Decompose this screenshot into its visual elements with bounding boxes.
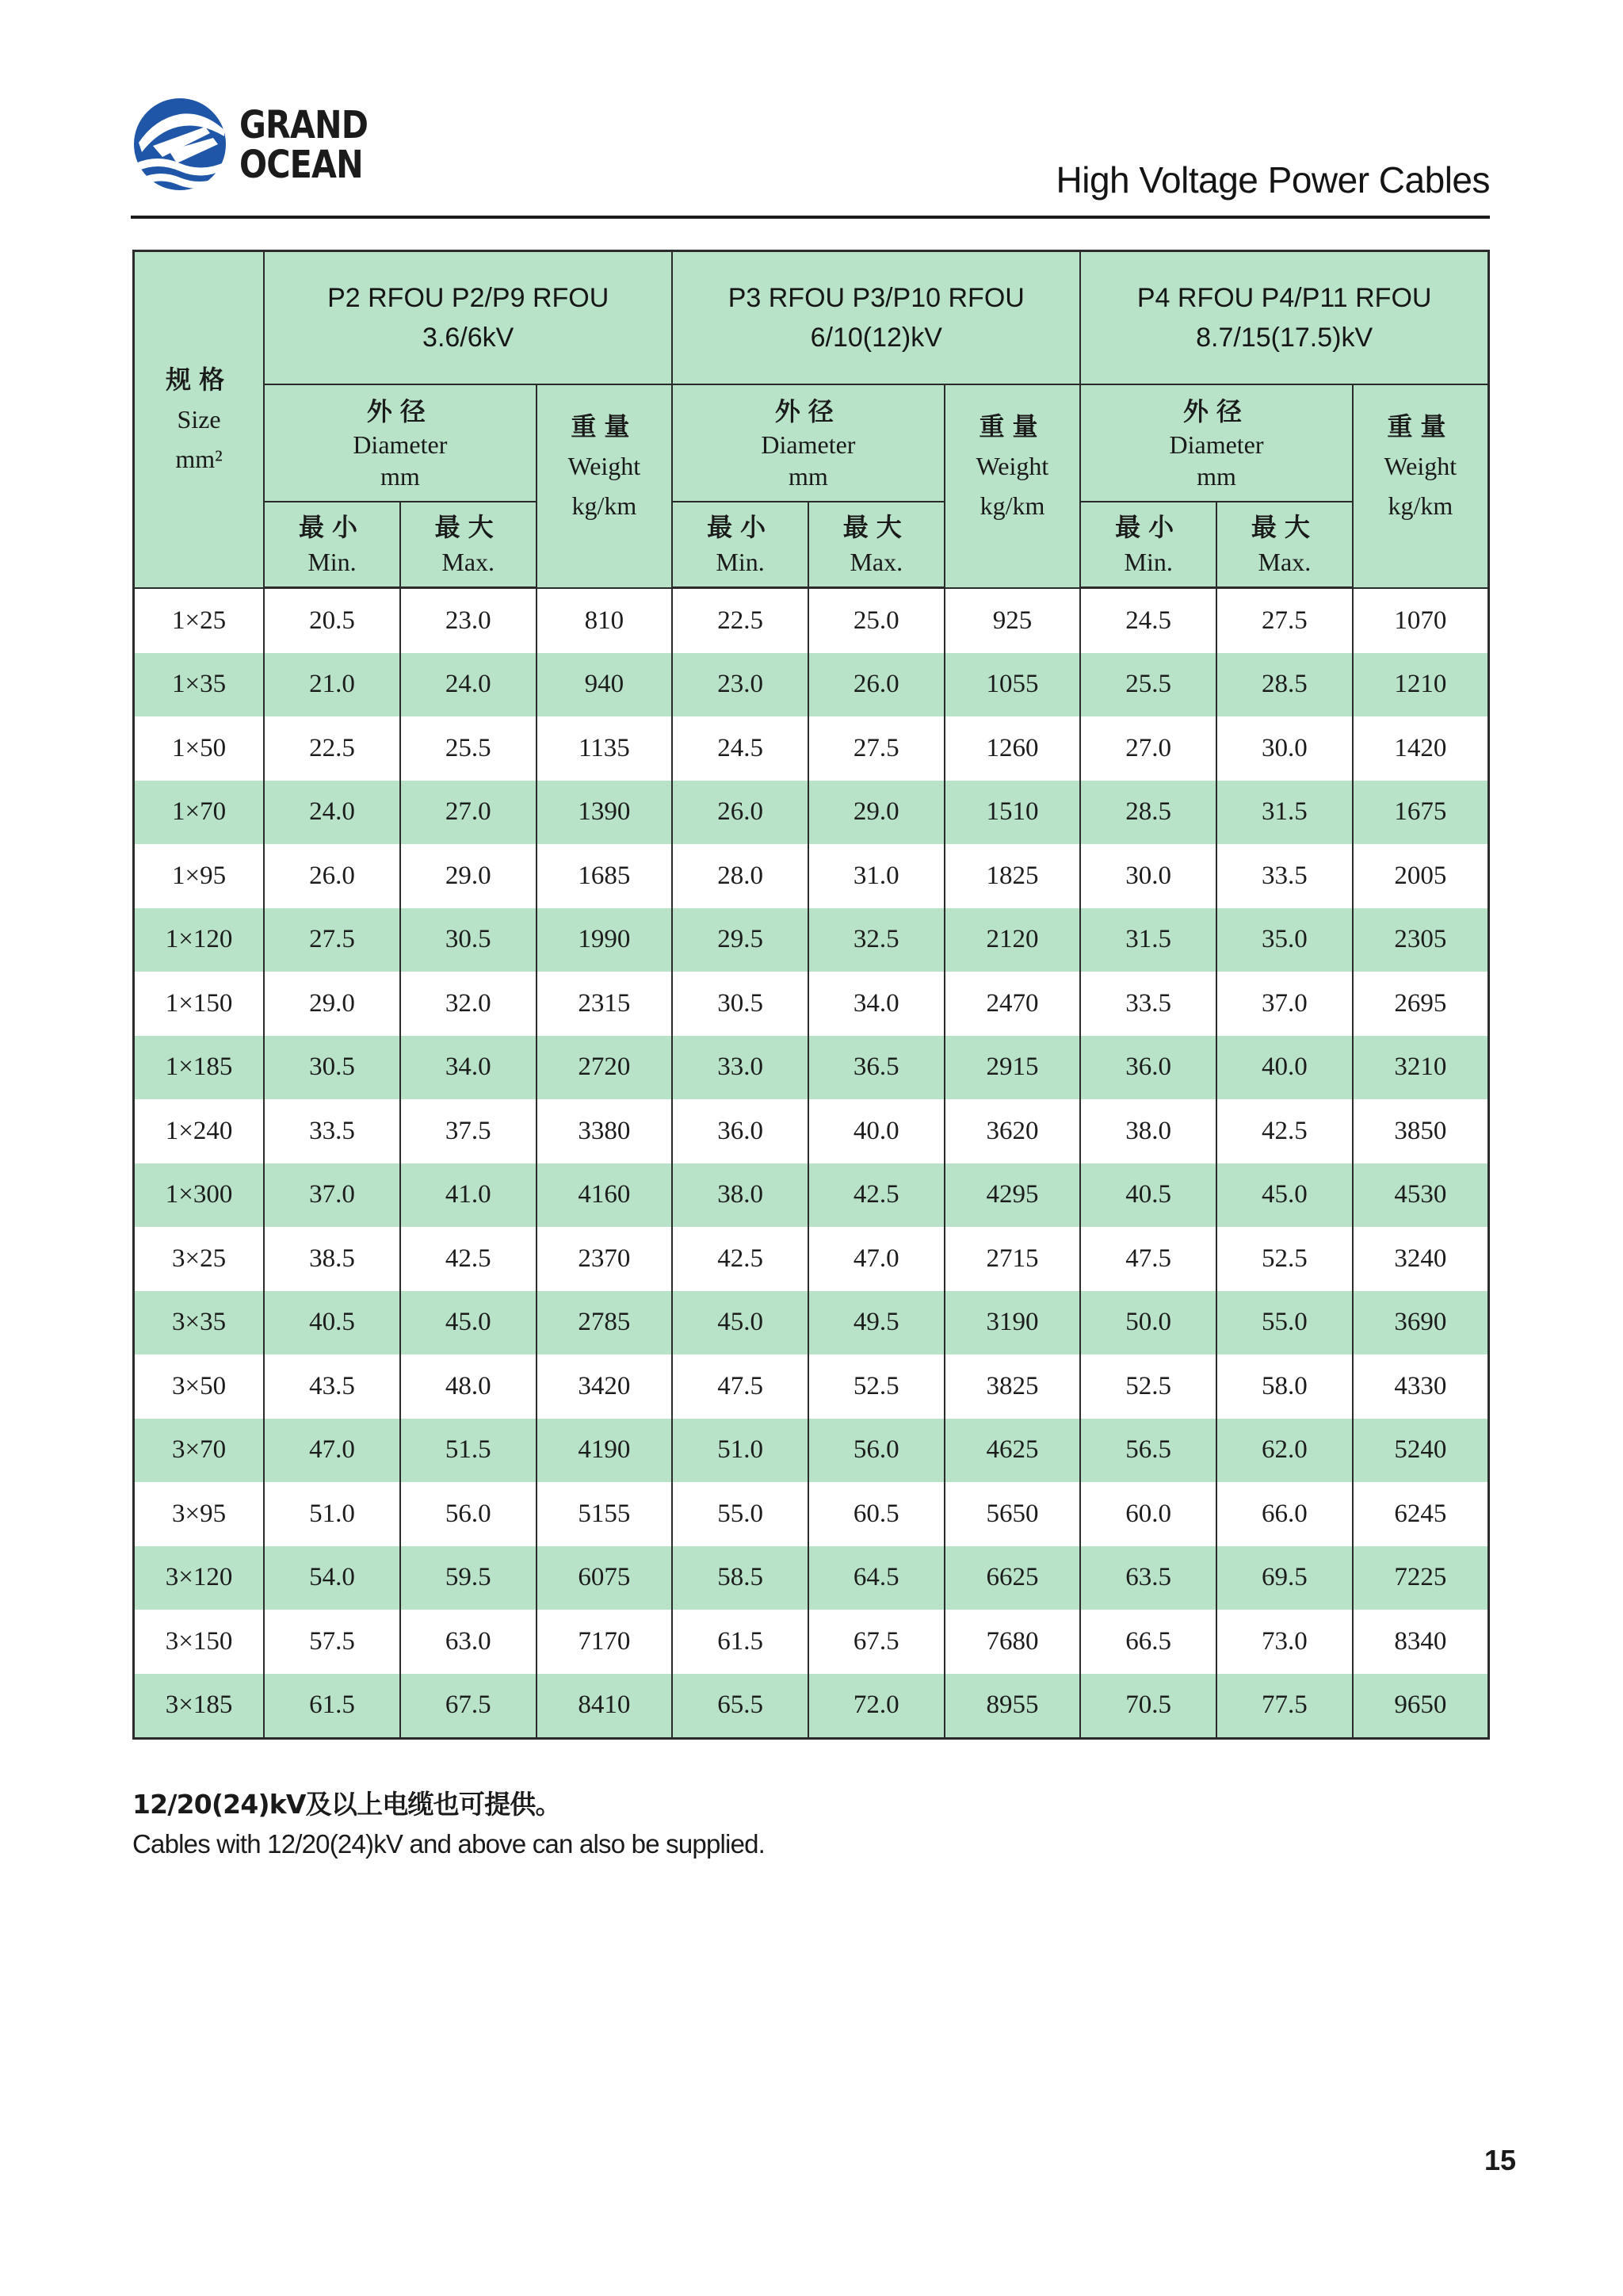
max-diameter-cell: 25.0	[808, 588, 945, 653]
table-row	[134, 1546, 1489, 1610]
weight-cell: 1685	[537, 844, 673, 908]
weight-en: Weight	[567, 452, 641, 481]
min-diameter-cell: 57.5	[264, 1610, 400, 1674]
min-diameter-cell: 51.0	[672, 1419, 808, 1483]
group-p3-types: P3 RFOU P3/P10 RFOU	[727, 283, 1025, 313]
diameter-en: Diameter	[353, 430, 448, 459]
min-diameter-cell: 25.5	[1080, 653, 1216, 717]
min-diameter-cell: 28.5	[1080, 781, 1216, 845]
weight-cell: 4160	[537, 1163, 673, 1228]
min-diameter-cell: 54.0	[264, 1546, 400, 1610]
max-diameter-cell: 34.0	[808, 972, 945, 1036]
max-diameter-cell: 69.5	[1216, 1546, 1353, 1610]
weight-cell: 2695	[1353, 972, 1489, 1036]
weight-cell: 925	[945, 588, 1081, 653]
min-diameter-cell: 33.5	[264, 1099, 400, 1163]
weight-cell: 1260	[945, 716, 1081, 781]
diameter-en: Diameter	[761, 430, 856, 459]
weight-cell: 8410	[537, 1674, 673, 1739]
size-header-unit: mm²	[175, 445, 223, 474]
max-diameter-cell: 36.5	[808, 1036, 945, 1100]
max-diameter-cell: 28.5	[1216, 653, 1353, 717]
size-cell: 1×25	[134, 588, 265, 653]
min-diameter-cell: 24.5	[672, 716, 808, 781]
max-diameter-cell: 51.5	[400, 1419, 537, 1483]
weight-cell: 1390	[537, 781, 673, 845]
min-cn: 最小	[298, 512, 365, 542]
max-diameter-cell: 40.0	[808, 1099, 945, 1163]
min-en: Min.	[1124, 548, 1173, 576]
max-diameter-cell: 56.0	[400, 1482, 537, 1546]
weight-cell: 1070	[1353, 588, 1489, 653]
footnote	[132, 1785, 765, 1864]
min-diameter-cell: 45.0	[672, 1291, 808, 1355]
weight-cell: 6625	[945, 1546, 1081, 1610]
group-p3-voltage: 6/10(12)kV	[810, 323, 942, 353]
min-diameter-cell: 33.0	[672, 1036, 808, 1100]
weight-cell: 2305	[1353, 908, 1489, 972]
weight-cell: 2470	[945, 972, 1081, 1036]
group-header-p4	[1080, 251, 1488, 385]
min-diameter-cell: 40.5	[1080, 1163, 1216, 1228]
min-diameter-cell: 22.5	[264, 716, 400, 781]
min-diameter-cell: 55.0	[672, 1482, 808, 1546]
diameter-unit: mm	[380, 462, 420, 491]
size-cell: 1×150	[134, 972, 265, 1036]
group-p4-voltage: 8.7/15(17.5)kV	[1196, 323, 1373, 353]
max-diameter-cell: 60.5	[808, 1482, 945, 1546]
weight-cell: 5240	[1353, 1419, 1489, 1483]
size-header-cn: 规格	[166, 365, 233, 395]
min-diameter-cell: 43.5	[264, 1354, 400, 1419]
size-cell: 1×185	[134, 1036, 265, 1100]
max-diameter-cell: 59.5	[400, 1546, 537, 1610]
min-diameter-cell: 24.5	[1080, 588, 1216, 653]
weight-cell: 2785	[537, 1291, 673, 1355]
min-diameter-cell: 20.5	[264, 588, 400, 653]
max-diameter-cell: 40.0	[1216, 1036, 1353, 1100]
weight-cell: 5650	[945, 1482, 1081, 1546]
max-diameter-cell: 31.5	[1216, 781, 1353, 845]
title-divider	[131, 216, 1490, 219]
min-diameter-cell: 30.0	[1080, 844, 1216, 908]
min-header	[672, 502, 808, 588]
weight-cell: 4190	[537, 1419, 673, 1483]
min-diameter-cell: 42.5	[672, 1227, 808, 1291]
table-row	[134, 1099, 1489, 1163]
min-diameter-cell: 40.5	[264, 1291, 400, 1355]
max-diameter-cell: 45.0	[400, 1291, 537, 1355]
max-diameter-cell: 26.0	[808, 653, 945, 717]
min-diameter-cell: 36.0	[672, 1099, 808, 1163]
size-cell: 3×150	[134, 1610, 265, 1674]
weight-cell: 1990	[537, 908, 673, 972]
max-en: Max.	[1258, 548, 1312, 576]
max-diameter-cell: 37.5	[400, 1099, 537, 1163]
size-cell: 1×120	[134, 908, 265, 972]
max-diameter-cell: 41.0	[400, 1163, 537, 1228]
max-diameter-cell: 32.5	[808, 908, 945, 972]
cable-spec-table	[132, 250, 1490, 1740]
weight-cell: 3420	[537, 1354, 673, 1419]
max-diameter-cell: 52.5	[808, 1354, 945, 1419]
max-diameter-cell: 66.0	[1216, 1482, 1353, 1546]
weight-cell: 4330	[1353, 1354, 1489, 1419]
min-diameter-cell: 70.5	[1080, 1674, 1216, 1739]
weight-cell: 3190	[945, 1291, 1081, 1355]
min-diameter-cell: 27.5	[264, 908, 400, 972]
table-row	[134, 653, 1489, 717]
table-row	[134, 1036, 1489, 1100]
table-row	[134, 1674, 1489, 1739]
weight-cell: 3850	[1353, 1099, 1489, 1163]
min-en: Min.	[307, 548, 357, 576]
weight-cell: 1510	[945, 781, 1081, 845]
diameter-unit: mm	[789, 462, 828, 491]
diameter-en: Diameter	[1169, 430, 1264, 459]
table-row	[134, 1163, 1489, 1228]
min-diameter-cell: 47.0	[264, 1419, 400, 1483]
weight-cell: 3210	[1353, 1036, 1489, 1100]
min-diameter-cell: 31.5	[1080, 908, 1216, 972]
max-en: Max.	[441, 548, 495, 576]
max-diameter-cell: 45.0	[1216, 1163, 1353, 1228]
max-diameter-cell: 33.5	[1216, 844, 1353, 908]
table-row	[134, 1482, 1489, 1546]
max-diameter-cell: 37.0	[1216, 972, 1353, 1036]
max-en: Max.	[850, 548, 903, 576]
weight-cell: 8340	[1353, 1610, 1489, 1674]
max-diameter-cell: 24.0	[400, 653, 537, 717]
weight-cell: 6075	[537, 1546, 673, 1610]
size-cell: 1×95	[134, 844, 265, 908]
max-diameter-cell: 42.5	[1216, 1099, 1353, 1163]
max-diameter-cell: 27.5	[808, 716, 945, 781]
size-cell: 3×185	[134, 1674, 265, 1739]
page-title: High Voltage Power Cables	[1056, 159, 1490, 201]
max-diameter-cell: 62.0	[1216, 1419, 1353, 1483]
weight-cell: 3240	[1353, 1227, 1489, 1291]
min-diameter-cell: 38.0	[1080, 1099, 1216, 1163]
weight-cell: 4625	[945, 1419, 1081, 1483]
max-diameter-cell: 31.0	[808, 844, 945, 908]
weight-cell: 1135	[537, 716, 673, 781]
size-cell: 3×25	[134, 1227, 265, 1291]
table-row	[134, 588, 1489, 653]
max-diameter-cell: 63.0	[400, 1610, 537, 1674]
table-row	[134, 1227, 1489, 1291]
max-diameter-cell: 52.5	[1216, 1227, 1353, 1291]
weight-cell: 7170	[537, 1610, 673, 1674]
max-diameter-cell: 30.5	[400, 908, 537, 972]
min-header	[264, 502, 400, 588]
weight-cell: 2315	[537, 972, 673, 1036]
weight-cell: 2005	[1353, 844, 1489, 908]
min-diameter-cell: 47.5	[1080, 1227, 1216, 1291]
logo-text-line1: GRAND	[239, 103, 369, 147]
weight-cell: 2120	[945, 908, 1081, 972]
weight-cell: 2720	[537, 1036, 673, 1100]
size-cell: 1×50	[134, 716, 265, 781]
max-diameter-cell: 72.0	[808, 1674, 945, 1739]
max-diameter-cell: 56.0	[808, 1419, 945, 1483]
max-cn: 最大	[434, 512, 502, 542]
weight-cn: 重量	[571, 411, 638, 442]
min-diameter-cell: 24.0	[264, 781, 400, 845]
min-diameter-cell: 33.5	[1080, 972, 1216, 1036]
weight-header	[537, 384, 673, 588]
size-header-en: Size	[177, 405, 221, 434]
weight-en: Weight	[1384, 452, 1457, 481]
weight-cell: 8955	[945, 1674, 1081, 1739]
weight-header	[945, 384, 1081, 588]
weight-cell: 1055	[945, 653, 1081, 717]
min-diameter-cell: 27.0	[1080, 716, 1216, 781]
min-en: Min.	[716, 548, 765, 576]
weight-cell: 2715	[945, 1227, 1081, 1291]
weight-cell: 2915	[945, 1036, 1081, 1100]
max-header	[808, 502, 945, 588]
diameter-cn: 外径	[1183, 396, 1251, 426]
table-row	[134, 908, 1489, 972]
max-diameter-cell: 27.5	[1216, 588, 1353, 653]
max-diameter-cell: 30.0	[1216, 716, 1353, 781]
size-cell: 3×95	[134, 1482, 265, 1546]
min-diameter-cell: 26.0	[264, 844, 400, 908]
weight-cell: 7680	[945, 1610, 1081, 1674]
diameter-cn: 外径	[774, 396, 842, 426]
weight-en: Weight	[976, 452, 1049, 481]
size-cell: 3×50	[134, 1354, 265, 1419]
max-diameter-cell: 32.0	[400, 972, 537, 1036]
max-diameter-cell: 48.0	[400, 1354, 537, 1419]
min-diameter-cell: 65.5	[672, 1674, 808, 1739]
max-diameter-cell: 49.5	[808, 1291, 945, 1355]
min-diameter-cell: 66.5	[1080, 1610, 1216, 1674]
table-row	[134, 781, 1489, 845]
max-header	[1216, 502, 1353, 588]
max-diameter-cell: 29.0	[400, 844, 537, 908]
min-cn: 最小	[707, 512, 774, 542]
min-diameter-cell: 60.0	[1080, 1482, 1216, 1546]
page-number: 15	[1484, 2144, 1516, 2176]
min-diameter-cell: 51.0	[264, 1482, 400, 1546]
max-cn: 最大	[842, 512, 910, 542]
weight-cell: 6245	[1353, 1482, 1489, 1546]
weight-unit: kg/km	[571, 491, 637, 521]
max-diameter-cell: 29.0	[808, 781, 945, 845]
max-diameter-cell: 58.0	[1216, 1354, 1353, 1419]
min-diameter-cell: 52.5	[1080, 1354, 1216, 1419]
size-cell: 1×35	[134, 653, 265, 717]
table-row	[134, 972, 1489, 1036]
weight-cell: 9650	[1353, 1674, 1489, 1739]
spec-table-body	[134, 588, 1489, 1739]
min-diameter-cell: 30.5	[264, 1036, 400, 1100]
min-cn: 最小	[1115, 512, 1182, 542]
table-row	[134, 1610, 1489, 1674]
diameter-header	[264, 384, 536, 502]
min-diameter-cell: 28.0	[672, 844, 808, 908]
weight-header	[1353, 384, 1489, 588]
max-diameter-cell: 67.5	[808, 1610, 945, 1674]
group-p2-voltage: 3.6/6kV	[422, 323, 514, 353]
diameter-header	[672, 384, 944, 502]
max-diameter-cell: 42.5	[400, 1227, 537, 1291]
size-cell: 1×70	[134, 781, 265, 845]
min-diameter-cell: 29.5	[672, 908, 808, 972]
weight-cell: 810	[537, 588, 673, 653]
weight-cell: 2370	[537, 1227, 673, 1291]
ship-wave-logo-icon	[131, 95, 234, 198]
weight-cell: 3380	[537, 1099, 673, 1163]
min-diameter-cell: 26.0	[672, 781, 808, 845]
table-row	[134, 1419, 1489, 1483]
weight-cell: 1675	[1353, 781, 1489, 845]
weight-cell: 1210	[1353, 653, 1489, 717]
diameter-cn: 外径	[366, 396, 433, 426]
min-diameter-cell: 58.5	[672, 1546, 808, 1610]
size-cell: 3×70	[134, 1419, 265, 1483]
max-diameter-cell: 55.0	[1216, 1291, 1353, 1355]
weight-cell: 4530	[1353, 1163, 1489, 1228]
table-row	[134, 1291, 1489, 1355]
max-diameter-cell: 73.0	[1216, 1610, 1353, 1674]
min-diameter-cell: 36.0	[1080, 1036, 1216, 1100]
weight-cn: 重量	[1387, 411, 1454, 442]
size-column-header	[134, 251, 265, 588]
max-diameter-cell: 47.0	[808, 1227, 945, 1291]
max-diameter-cell: 25.5	[400, 716, 537, 781]
min-diameter-cell: 47.5	[672, 1354, 808, 1419]
max-header	[400, 502, 537, 588]
max-cn: 最大	[1251, 512, 1318, 542]
size-cell: 1×300	[134, 1163, 265, 1228]
weight-unit: kg/km	[1388, 491, 1453, 521]
weight-cell: 940	[537, 653, 673, 717]
weight-cell: 4295	[945, 1163, 1081, 1228]
weight-cell: 5155	[537, 1482, 673, 1546]
table-row	[134, 1354, 1489, 1419]
weight-cell: 3825	[945, 1354, 1081, 1419]
max-diameter-cell: 67.5	[400, 1674, 537, 1739]
max-diameter-cell: 64.5	[808, 1546, 945, 1610]
min-diameter-cell: 61.5	[264, 1674, 400, 1739]
group-header-p2	[264, 251, 672, 385]
min-diameter-cell: 61.5	[672, 1610, 808, 1674]
max-diameter-cell: 42.5	[808, 1163, 945, 1228]
min-diameter-cell: 50.0	[1080, 1291, 1216, 1355]
min-diameter-cell: 37.0	[264, 1163, 400, 1228]
max-diameter-cell: 35.0	[1216, 908, 1353, 972]
min-diameter-cell: 30.5	[672, 972, 808, 1036]
group-p4-types: P4 RFOU P4/P11 RFOU	[1136, 283, 1432, 313]
max-diameter-cell: 23.0	[400, 588, 537, 653]
min-diameter-cell: 22.5	[672, 588, 808, 653]
size-cell: 3×120	[134, 1546, 265, 1610]
group-header-p3	[672, 251, 1080, 385]
table-row	[134, 716, 1489, 781]
weight-cell: 7225	[1353, 1546, 1489, 1610]
table-row	[134, 844, 1489, 908]
weight-cell: 3620	[945, 1099, 1081, 1163]
min-diameter-cell: 21.0	[264, 653, 400, 717]
max-diameter-cell: 34.0	[400, 1036, 537, 1100]
diameter-header	[1080, 384, 1352, 502]
weight-cn: 重量	[979, 411, 1046, 442]
min-header	[1080, 502, 1216, 588]
min-diameter-cell: 63.5	[1080, 1546, 1216, 1610]
footnote-cn: 12/20(24)kV及以上电缆也可提供。	[132, 1789, 561, 1820]
group-p2-types: P2 RFOU P2/P9 RFOU	[327, 283, 609, 313]
size-cell: 3×35	[134, 1291, 265, 1355]
min-diameter-cell: 56.5	[1080, 1419, 1216, 1483]
logo-text-line2: OCEAN	[239, 143, 363, 187]
max-diameter-cell: 77.5	[1216, 1674, 1353, 1739]
min-diameter-cell: 29.0	[264, 972, 400, 1036]
min-diameter-cell: 23.0	[672, 653, 808, 717]
min-diameter-cell: 38.5	[264, 1227, 400, 1291]
weight-cell: 3690	[1353, 1291, 1489, 1355]
footnote-en: Cables with 12/20(24)kV and above can also be supplied.	[132, 1829, 766, 1859]
weight-unit: kg/km	[980, 491, 1045, 521]
size-cell: 1×240	[134, 1099, 265, 1163]
max-diameter-cell: 27.0	[400, 781, 537, 845]
weight-cell: 1825	[945, 844, 1081, 908]
min-diameter-cell: 38.0	[672, 1163, 808, 1228]
company-logo	[131, 95, 369, 206]
weight-cell: 1420	[1353, 716, 1489, 781]
diameter-unit: mm	[1197, 462, 1236, 491]
